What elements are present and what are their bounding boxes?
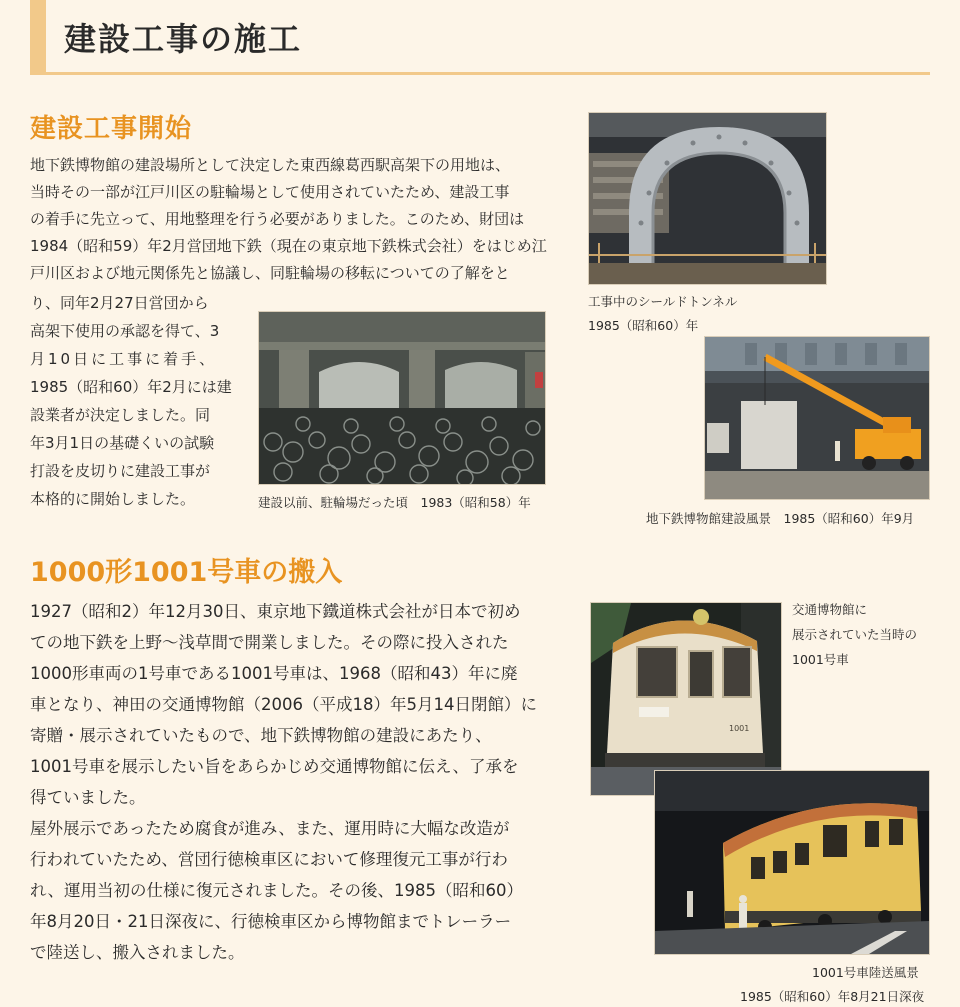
body-line: 1985（昭和60）年2月には建	[30, 378, 232, 396]
caption-shield-tunnel-2: 1985（昭和60）年	[588, 318, 699, 333]
body-line: 本格的に開始しました。	[30, 490, 196, 508]
photo-museum-construction	[704, 336, 930, 500]
body-line: 1000形車両の1号車である1001号車は、1968（昭和43）年に廃	[30, 664, 518, 683]
section-heading-car-1001-delivery: 1000形1001号車の搬入	[30, 557, 343, 588]
body-line: れ、運用当初の仕様に復元されました。その後、1985（昭和60）	[30, 881, 523, 900]
caption-shield-tunnel-1: 工事中のシールドトンネル	[588, 294, 738, 309]
section-heading-construction-start: 建設工事開始	[30, 114, 193, 144]
body-line: 高架下使用の承認を得て、3	[30, 322, 220, 340]
body-line: 得ていました。	[30, 788, 146, 807]
body-line: 戸川区および地元関係先と協議し、同駐輪場の移転についての了解をと	[30, 264, 510, 282]
page-title: 建設工事の施工	[64, 20, 303, 58]
body-line: 月10日に工事に着手、	[30, 350, 218, 368]
body-line: り、同年2月27日営団から	[30, 294, 209, 312]
body-line: 年8月20日・21日深夜に、行徳検車区から博物館までトレーラー	[30, 912, 512, 931]
body-line: 当時その一部が江戸川区の駐輪場として使用されていたため、建設工事	[30, 183, 510, 201]
body-line: 屋外展示であったため腐食が進み、また、運用時に大幅な改造が	[30, 819, 510, 838]
body-line: ての地下鉄を上野～浅草間で開業しました。その際に投入された	[30, 633, 509, 652]
body-line: 年3月1日の基礎くいの試験	[30, 434, 215, 452]
body-line: で陸送し、搬入されました。	[30, 943, 245, 962]
body-line: 寄贈・展示されていたもので、地下鉄博物館の建設にあたり、	[30, 726, 492, 745]
caption-car-1001-transport-1: 1001号車陸送風景	[812, 965, 919, 980]
car-number-plate: 1001	[729, 724, 750, 733]
body-line: 打設を皮切りに建設工事が	[30, 462, 211, 480]
photo-shield-tunnel	[588, 112, 827, 285]
body-line: 車となり、神田の交通博物館（2006（平成18）年5月14日閉館）に	[30, 695, 537, 714]
body-line: の着手に先立って、用地整理を行う必要がありました。このため、財団は	[30, 210, 525, 228]
body-line: 1984（昭和59）年2月営団地下鉄（現在の東京地下鉄株式会社）をはじめ江	[30, 237, 547, 255]
caption-car-1001-museum-1: 交通博物館に	[792, 602, 868, 617]
body-line: 1927（昭和2）年12月30日、東京地下鐵道株式会社が日本で初め	[30, 602, 521, 621]
caption-car-1001-museum-3: 1001号車	[792, 652, 849, 667]
caption-museum-construction: 地下鉄博物館建設風景 1985（昭和60）年9月	[646, 511, 915, 526]
photo-car-1001-museum	[590, 602, 782, 796]
body-line: 1001号車を展示したい旨をあらかじめ交通博物館に伝え、了承を	[30, 757, 519, 776]
header-accent-bar	[30, 0, 46, 72]
caption-car-1001-museum-2: 展示されていた当時の	[792, 627, 918, 642]
body-line: 設業者が決定しました。同	[30, 406, 211, 424]
page-header	[30, 0, 930, 75]
photo-car-1001-transport	[654, 770, 930, 955]
body-line: 地下鉄博物館の建設場所として決定した東西線葛西駅高架下の用地は、	[30, 156, 511, 174]
caption-bicycle-parking: 建設以前、駐輪場だった頃 1983（昭和58）年	[258, 495, 531, 510]
body-line: 行われていたため、営団行徳検車区において修理復元工事が行わ	[30, 850, 508, 869]
caption-car-1001-transport-2: 1985（昭和60）年8月21日深夜	[740, 989, 925, 1004]
photo-bicycle-parking	[258, 311, 546, 485]
